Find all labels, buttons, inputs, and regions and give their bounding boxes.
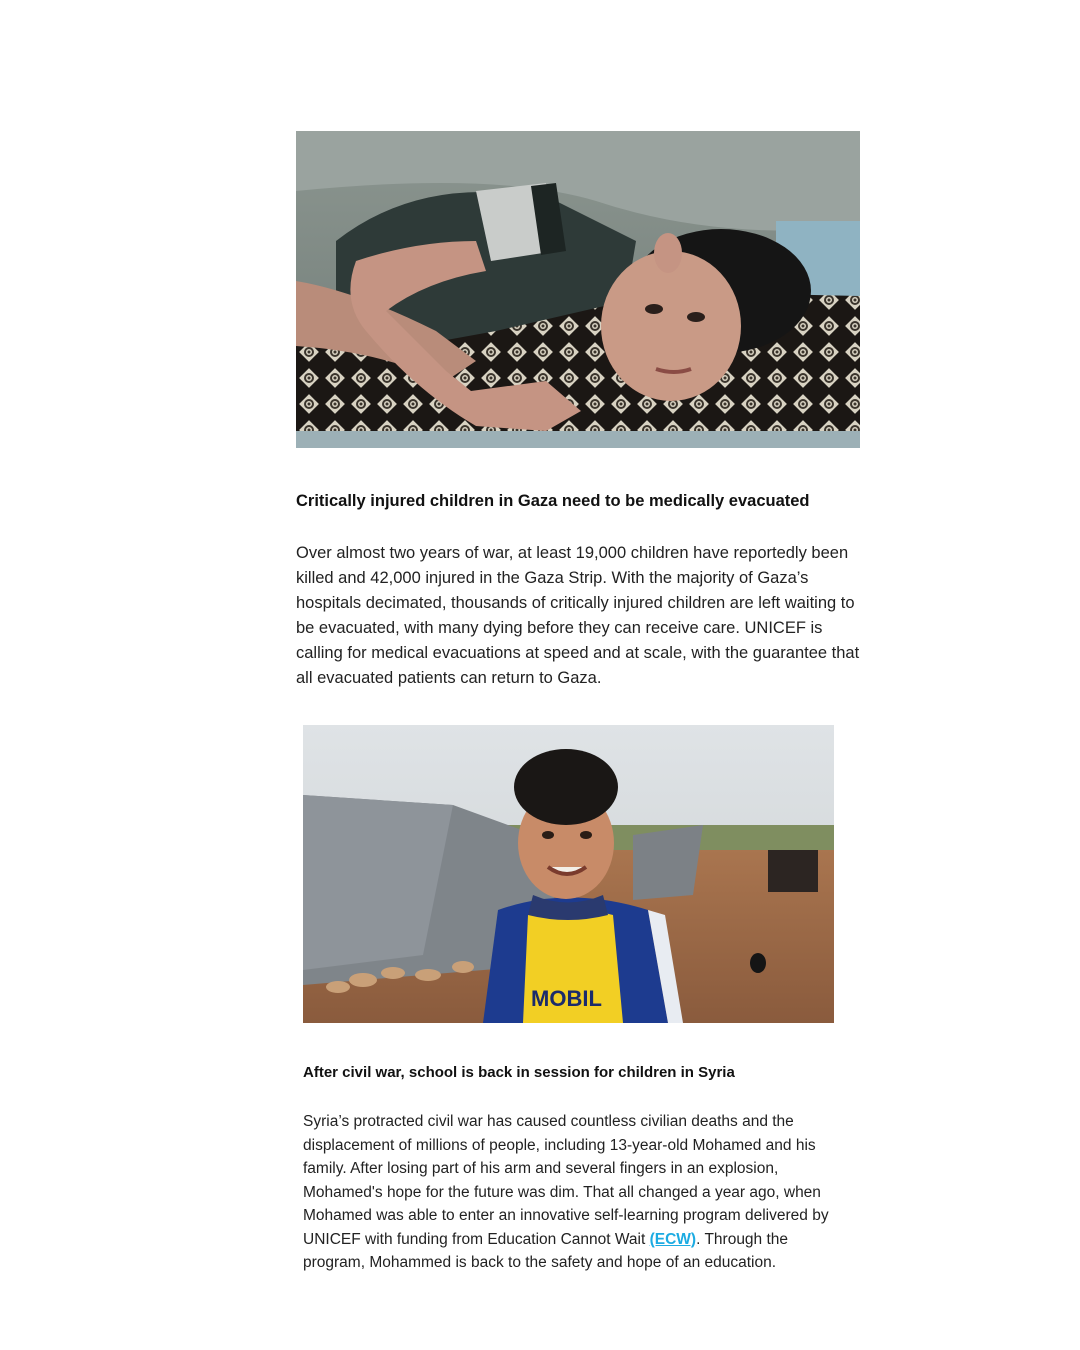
ecw-link[interactable]: (ECW) [649, 1230, 697, 1248]
shirt-logo-text: MOBIL [531, 986, 602, 1011]
syria-photo-illustration [303, 725, 834, 1023]
syria-story-body-part-1: Syria’s protracted civil war has caused countless civilian deaths and the displacement of millions of people, including 13-year-old Mohamed and his family. After losing part of his arm and several fingers in an explosion, Mohamed's hope for the future was dim. That all changed a year ago, when Mohamed was able to enter an innovative self-learning program delivered by UNICEF with funding from Education Cannot Wait [303, 1113, 829, 1248]
syria-story-photo [303, 725, 834, 1023]
syria-story-heading: After civil war, school is back in session for children in Syria [303, 1064, 735, 1081]
gaza-story-heading: Critically injured children in Gaza need to be medically evacuated [296, 492, 810, 510]
gaza-story-photo [296, 131, 860, 448]
gaza-story-body: Over almost two years of war, at least 19,000 children have reportedly been killed and 42,000 injured in the Gaza Strip. With the majority of Gaza’s hospitals decimated, thousands of critically injured children are left waiting to be evacuated, with many dying before they can receive care. UNICEF is calling for medical evacuations at speed and at scale, with the guarantee that all evacuated patients can return to Gaza. [296, 544, 860, 687]
syria-story-body-part-2: . Through the program, Mohammed is back to the safety and hope of an education. [303, 1230, 789, 1271]
gaza-photo-illustration [296, 131, 860, 448]
syria-story-body [303, 1110, 843, 1275]
